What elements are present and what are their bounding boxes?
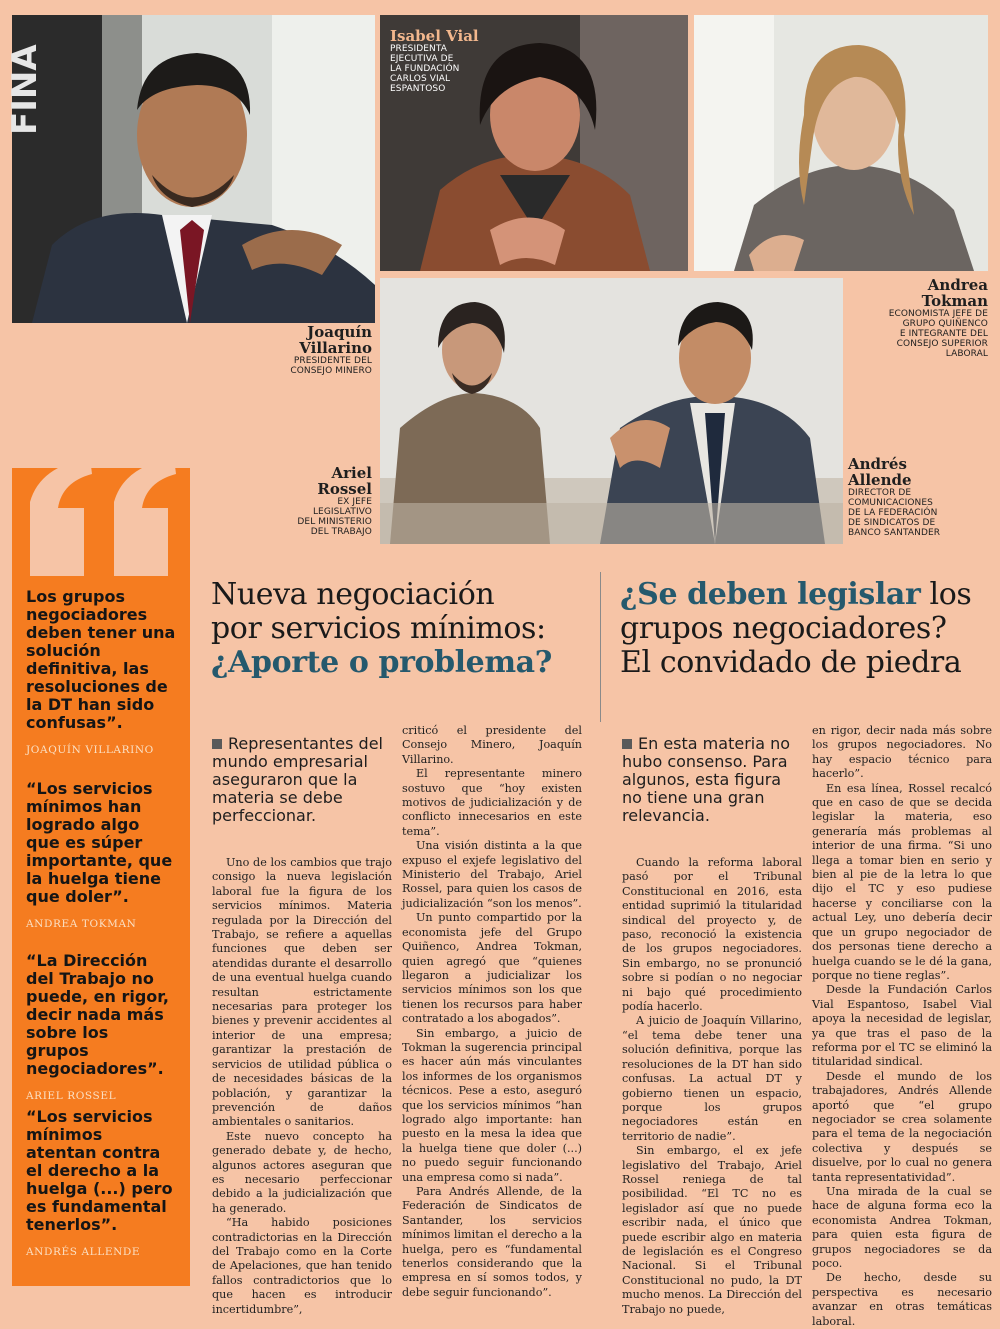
paragraph: en rigor, decir nada más sobre los grupos negociadores. No hay espacio técnico para hacerlo”. bbox=[812, 724, 992, 781]
pull-quote-text: Los grupos negociadores deben tener una solución definitiva, las resoluciones de la DT han sido confusas”. bbox=[26, 587, 176, 732]
caption-role-line: BANCO SANTANDER bbox=[848, 528, 941, 538]
caption-role-line: GRUPO QUIÑENCO bbox=[902, 319, 988, 329]
paragraph: Para Andrés Allende, de la Federación de Sindicatos de Santander, los servicios mínimos limitan el derecho a la huelga, pero es “fundamental tenerlos considerando que la empresa en sí somos todos, y debe seguir funcionando”. bbox=[402, 1185, 582, 1299]
pull-quote bbox=[26, 588, 176, 756]
headline-accent: ¿Aporte o problema? bbox=[211, 645, 552, 680]
left-article-deck bbox=[212, 735, 384, 825]
headline-line: Nueva negociación bbox=[211, 577, 495, 612]
wall-sign-text: FINA bbox=[5, 44, 45, 135]
paragraph: El representante minero sostuvo que “hoy existen motivos de judicialización y de conflicto innecesarios en este tema”. bbox=[402, 767, 582, 838]
caption-andrea-tokman bbox=[848, 277, 988, 359]
caption-role-line: PRESIDENTA bbox=[390, 44, 448, 54]
caption-role-line: EJECUTIVA DE bbox=[390, 54, 454, 64]
pull-quote-author: ARIEL ROSSEL bbox=[26, 1090, 117, 1102]
caption-role-line: LEGISLATIVO bbox=[312, 507, 372, 517]
quotation-mark-icon bbox=[12, 452, 192, 582]
caption-role-line: CONSEJO MINERO bbox=[290, 366, 372, 376]
caption-role-line: PRESIDENTE DEL bbox=[293, 356, 372, 366]
bullet-square-icon bbox=[622, 739, 632, 749]
left-article-body-col1 bbox=[212, 856, 392, 1317]
caption-isabel-vial bbox=[390, 28, 510, 94]
caption-role-line: DEL TRABAJO bbox=[310, 527, 372, 537]
deck-text: Representantes del mundo empresarial aseguraron que la materia se debe perfeccionar. bbox=[212, 734, 383, 825]
column-divider bbox=[600, 572, 601, 722]
caption-role-line: CARLOS VIAL bbox=[390, 74, 451, 84]
caption-role-line: DEL MINISTERIO bbox=[297, 517, 372, 527]
paragraph: Un punto compartido por la economista jefe del Grupo Quiñenco, Andrea Tokman, quien agregó que “quienes llegaron a judicializar los servicios mínimos son los que tienen los recursos para haber contratado a los abogados”. bbox=[402, 911, 582, 1026]
pull-quote-author: ANDREA TOKMAN bbox=[26, 918, 137, 930]
caption-role-line: CONSEJO SUPERIOR bbox=[896, 339, 988, 349]
paragraph: A juicio de Joaquín Villarino, “el tema debe tener una solución definitiva, porque las resoluciones de la DT han sido confusas. La actual DT y gobierno tienen un espacio, porque los grupos negociadores están en territorio de nadie”. bbox=[622, 1014, 802, 1143]
paragraph: Una visión distinta a la que expuso el exjefe legislativo del Ministerio del Trabajo, Ariel Rossel, para quien los casos de judicialización “son los menos”. bbox=[402, 839, 582, 910]
caption-name: Rossel bbox=[317, 480, 372, 498]
caption-name: Isabel Vial bbox=[390, 27, 479, 45]
paragraph: Sin embargo, el ex jefe legislativo del Trabajo, Ariel Rossel reniega de tal posibilidad. “El TC no es legislador así que no puede escribir nada, el único que puede escribir algo en materia de legislación es el Congreso Nacional. Si el Tribunal Constitucional no pudo, la DT mucho menos. La Dirección del Trabajo no puede, bbox=[622, 1144, 802, 1316]
paragraph: Sin embargo, a juicio de Tokman la sugerencia principal es hacer aún más vinculantes los informes de los organismos técnicos. Pese a esto, aseguró que los servicios mínimos “han logrado algo importante: han puesto en la mesa la idea que la huelga tiene que doler (...) no puedo seguir funcionando una empresa como si nada”. bbox=[402, 1026, 582, 1184]
pull-quote bbox=[26, 1108, 176, 1258]
paragraph: “Ha habido posiciones contradictorias en la Dirección del Trabajo como en la Corte de Apelaciones, que han tenido fallos contradictorios que lo que hacen es introducir incertidumbre”, bbox=[212, 1216, 392, 1316]
caption-role-line: DIRECTOR DE bbox=[848, 488, 912, 498]
headline-rest: los bbox=[920, 577, 972, 612]
caption-name: Andrea bbox=[927, 276, 988, 294]
pull-quote-text: “La Dirección del Trabajo no puede, en rigor, decir nada más sobre los grupos negociadores”. bbox=[26, 951, 169, 1078]
right-article-headline bbox=[620, 578, 1000, 680]
caption-role-line: E INTEGRANTE DEL bbox=[899, 329, 988, 339]
right-article-body-col1 bbox=[622, 856, 802, 1317]
paragraph: Este nuevo concepto ha generado debate y, de hecho, algunos actores aseguran que es necesario perfeccionar debido a la judicialización que ha generado. bbox=[212, 1129, 392, 1215]
caption-role-line: LABORAL bbox=[945, 349, 988, 359]
headline-accent: ¿Se deben legislar bbox=[620, 577, 921, 612]
left-article-headline bbox=[211, 578, 591, 680]
caption-name: Villarino bbox=[299, 339, 372, 357]
caption-role-line: ECONOMISTA JEFE DE bbox=[888, 309, 988, 319]
headline-line bbox=[620, 578, 1000, 612]
right-article-body-col2 bbox=[812, 724, 992, 1329]
caption-role-line: EX JEFE bbox=[337, 497, 372, 507]
caption-role-line: DE SINDICATOS DE bbox=[848, 518, 936, 528]
pull-quote-author: ANDRÉS ALLENDE bbox=[26, 1246, 141, 1258]
paragraph: Una mirada de la cual se hace de alguna forma eco la economista Andrea Tokman, para quien esta figura de grupos negociadores se da poco. bbox=[812, 1185, 992, 1271]
paragraph: De hecho, desde su perspectiva es necesario avanzar en otras temáticas laboral. bbox=[812, 1271, 992, 1328]
caption-andres-allende bbox=[848, 456, 996, 538]
caption-role-line: DE LA FEDERACIÓN bbox=[848, 508, 938, 518]
photo-andrea-tokman bbox=[694, 15, 988, 271]
paragraph: Desde la Fundación Carlos Vial Espantoso, Isabel Vial apoya la necesidad de legislar, ya que tras el paso de la reforma por el TC se eliminó la titularidad sindical. bbox=[812, 983, 992, 1069]
pull-quote bbox=[26, 780, 176, 930]
caption-role-line: COMUNICACIONES bbox=[848, 498, 933, 508]
pull-quote-text: “Los servicios mínimos atentan contra el derecho a la huelga (...) pero es fundamental tenerlos”. bbox=[26, 1107, 173, 1234]
caption-name: Ariel bbox=[331, 464, 372, 482]
pull-quote-text: “Los servicios mínimos han logrado algo que es súper importante, que la huelga tiene que doler”. bbox=[26, 779, 173, 906]
caption-name: Joaquín bbox=[307, 323, 372, 341]
deck-text: En esta materia no hubo consenso. Para algunos, esta figura no tiene una gran relevancia. bbox=[622, 734, 791, 825]
paragraph: Uno de los cambios que trajo consigo la nueva legislación laboral fue la figura de los servicios mínimos. Materia regulada por la Dirección del Trabajo, se refiere a aquellas funciones que deben ser atendidas durante el desarrollo de una eventual huelga cuando resultan estrictamente necesarias para proteger los bienes y prevenir accidentes al interior de una empresa; garantizar la prestación de servicios de utilidad pública o de necesidades básicas de la población, y garantizar la prevención de daños ambientales o sanitarios. bbox=[212, 856, 392, 1129]
paragraph: En esa línea, Rossel recalcó que en caso de que se decida legislar la materia, eso generaría más problemas al interior de una firma. “Si uno llega a tomar bien en serio y bien al pie de la letra lo que dijo el TC y eso pudiese hacerse y conciliarse con la actual Ley, uno debería decir que un grupo negociador de dos personas tiene derecho a huelga cuando se le dé la gana, porque no tiene reglas”. bbox=[812, 781, 992, 982]
caption-name: Tokman bbox=[921, 292, 988, 310]
left-article-body-col2 bbox=[402, 724, 582, 1300]
paragraph: Desde el mundo de los trabajadores, Andrés Allende aportó que “el grupo negociador se crea solamente para el tema de la negociación colectiva y después se disuelve, por lo cual no genera tanta representatividad”. bbox=[812, 1069, 992, 1184]
headline-line: grupos negociadores? bbox=[620, 611, 947, 646]
caption-ariel-rossel bbox=[250, 465, 372, 537]
paragraph: criticó el presidente del Consejo Minero, Joaquín Villarino. bbox=[402, 724, 582, 766]
pull-quote-author: JOAQUÍN VILLARINO bbox=[26, 744, 154, 756]
caption-role-line: ESPANTOSO bbox=[390, 84, 446, 94]
caption-joaquin-villarino bbox=[250, 324, 372, 376]
bullet-square-icon bbox=[212, 739, 222, 749]
paragraph: Cuando la reforma laboral pasó por el Tribunal Constitucional en 2016, esta entidad suprimió la titularidad sindical del proyecto y, de paso, reconoció la existencia de los grupos negociadores. Sin embargo, no se pronunció sobre si podían o no negociar ni bajo qué procedimiento podía hacerlo. bbox=[622, 856, 802, 1014]
caption-role-line: LA FUNDACIÓN bbox=[390, 64, 460, 74]
headline-line: por servicios mínimos: bbox=[211, 611, 546, 646]
photo-ariel-rossel-andres-allende bbox=[380, 278, 843, 544]
photo-joaquin-villarino bbox=[5, 15, 375, 323]
pull-quote bbox=[26, 952, 176, 1102]
caption-name: Andrés bbox=[848, 455, 907, 473]
caption-name: Allende bbox=[848, 471, 912, 489]
right-article-deck bbox=[622, 735, 794, 825]
headline-line: El convidado de piedra bbox=[620, 645, 962, 680]
